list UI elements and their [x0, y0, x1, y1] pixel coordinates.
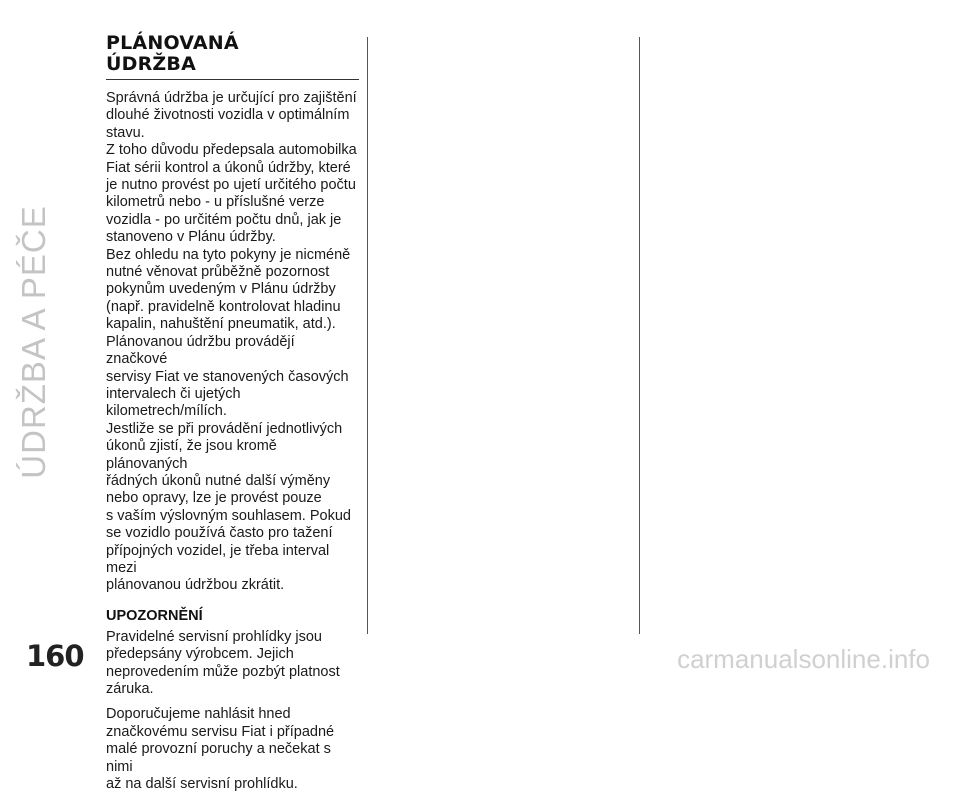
body-line: Jestliže se při provádění jednotlivých [106, 420, 343, 437]
heading-underline [106, 79, 359, 80]
advice-line: Doporučujeme nahlásit hned [106, 706, 291, 723]
body-line: řádných úkonů nutné další výměny [106, 472, 331, 489]
body-line: úkonů zjistí, že jsou kromě plánovaných [106, 438, 277, 472]
advice-line: malé provozní poruchy a nečekat s nimi [106, 741, 331, 775]
section-heading [106, 33, 359, 75]
side-chapter-title: ÚDRŽBA A PÉČE [15, 205, 52, 479]
warning-line: záruka. [106, 681, 154, 697]
body-line: nebo opravy, lze je provést pouze [106, 490, 322, 507]
body-line: kilometrů nebo - u příslušné verze [106, 194, 325, 211]
advice-line: značkovému servisu Fiat i případné [106, 723, 335, 740]
body-line: pokynům uvedeným v Plánu údržby [106, 281, 336, 298]
body-line: přípojných vozidel, je třeba interval mezi [106, 542, 330, 576]
heading-line-2: ÚDRŽBA [106, 53, 196, 75]
body-line: je nutno provést po ujetí určitého počtu [106, 177, 356, 194]
body-line: stavu. [106, 124, 145, 141]
body-line: vozidla - po určitém počtu dnů, jak je [106, 211, 342, 228]
body-paragraph [106, 90, 359, 595]
column-divider [639, 37, 640, 634]
advice-paragraph [106, 706, 359, 793]
body-line: nutné věnovat průběžně pozornost [106, 264, 330, 281]
body-line: intervalech či ujetých kilometrech/mílích. [106, 385, 241, 420]
body-line: stanoveno v Plánu údržby. [106, 229, 276, 246]
body-line: servisy Fiat ve stanovených časových [106, 368, 349, 385]
body-line: dlouhé životnosti vozidla v optimálním [106, 107, 350, 124]
body-line: Plánovanou údržbu provádějí značkové [106, 333, 295, 368]
body-line: Bez ohledu na tyto pokyny je nicméně [106, 246, 351, 263]
page-number: 160 [26, 639, 84, 673]
body-line: Správná údržba je určující pro zajištění [106, 90, 357, 106]
body-line: Fiat sérii kontrol a úkonů údržby, které [106, 159, 351, 176]
warning-line: Pravidelné servisní prohlídky jsou [106, 628, 322, 645]
body-line: Z toho důvodu předepsala automobilka [106, 142, 357, 159]
advice-line: až na další servisní prohlídku. [106, 776, 298, 793]
body-line: kapalin, nahuštění pneumatik, atd.). [106, 316, 336, 333]
body-line: se vozidlo používá často pro tažení [106, 525, 333, 542]
warning-heading: UPOZORNĚNÍ [106, 607, 203, 624]
warning-line: neprovedením může pozbýt platnost [106, 663, 340, 680]
content-column [106, 33, 359, 793]
column-divider [367, 37, 368, 634]
watermark-text: carmanualsonline.info [677, 644, 930, 674]
warning-paragraph [106, 629, 359, 699]
body-line: s vaším výslovným souhlasem. Pokud [106, 507, 351, 524]
body-line: (např. pravidelně kontrolovat hladinu [106, 298, 341, 315]
warning-line: předepsány výrobcem. Jejich [106, 646, 294, 663]
body-line: plánovanou údržbou zkrátit. [106, 577, 285, 594]
heading-line-1: PLÁNOVANÁ [106, 32, 239, 54]
